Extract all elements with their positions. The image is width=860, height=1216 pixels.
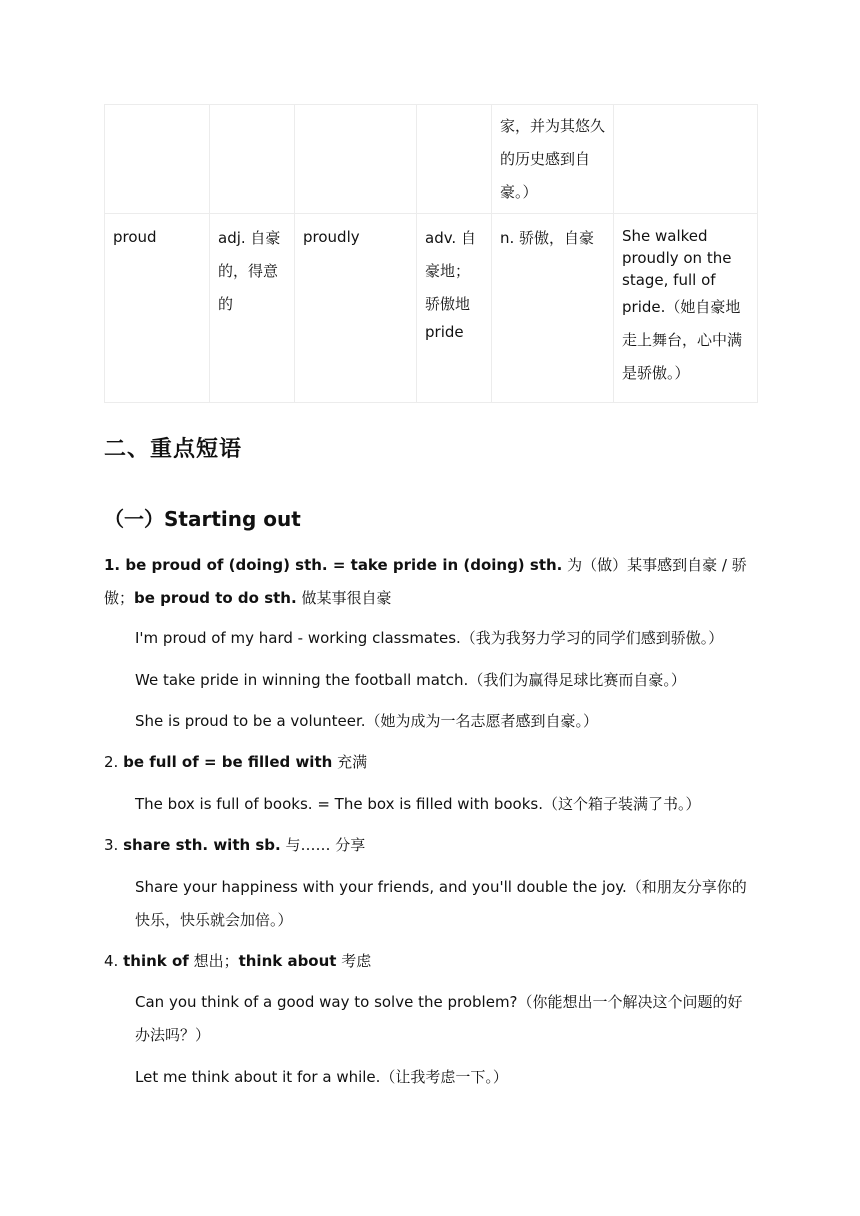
vocabulary-table bbox=[104, 104, 758, 403]
noun-pos-cell: n. 骄傲，自豪 bbox=[492, 214, 614, 403]
example-sentence: Can you think of a good way to solve the problem?（你能想出一个解决这个问题的好办法吗？） bbox=[135, 993, 743, 1044]
example-english: She walked proudly on the stage, full of bbox=[622, 227, 732, 289]
example-sentence: Let me think about it for a while.（让我考虑一下。） bbox=[135, 1068, 508, 1086]
phrase-text: think of bbox=[123, 952, 189, 970]
table-cell bbox=[417, 105, 492, 214]
example-cell bbox=[614, 214, 758, 403]
phrase-meaning: 想出； bbox=[188, 952, 239, 970]
adverb-pos-cell bbox=[417, 214, 492, 403]
word-pos-cell: adj. 自豪的，得意的 bbox=[210, 214, 295, 403]
item-number: 3. bbox=[104, 836, 124, 854]
phrase-meaning-2: 做某事很自豪 bbox=[296, 589, 392, 607]
example-sentence: I'm proud of my hard - working classmates.（我为我努力学习的同学们感到骄傲。） bbox=[135, 629, 724, 647]
example-sentence: We take pride in winning the football match.（我们为赢得足球比赛而自豪。） bbox=[135, 671, 686, 689]
phrase-text: be full of = be filled with bbox=[123, 753, 333, 771]
table-row bbox=[105, 105, 758, 214]
item-number: 4. bbox=[104, 952, 124, 970]
phrase-text-2: think about bbox=[238, 952, 337, 970]
table-cell bbox=[295, 105, 417, 214]
noun-text: pride bbox=[425, 323, 464, 341]
table-row bbox=[105, 214, 758, 403]
adverb-cell: proudly bbox=[295, 214, 417, 403]
example-sentence: The box is full of books. = The box is filled with books.（这个箱子装满了书。） bbox=[135, 795, 701, 813]
phrase-item-4 bbox=[104, 945, 754, 978]
table-cell-example-continuation: 家，并为其悠久的历史感到自豪。） bbox=[492, 105, 614, 214]
phrase-meaning: 与…… 分享 bbox=[280, 836, 366, 854]
phrase-text-2: be proud to do sth. bbox=[134, 589, 297, 607]
table-cell bbox=[210, 105, 295, 214]
phrase-text: share sth. with sb. bbox=[123, 836, 281, 854]
adverb-pos-text: adv. 自豪地；骄傲地 bbox=[425, 229, 476, 313]
word-cell: proud bbox=[105, 214, 210, 403]
example-sentence: Share your happiness with your friends, and you'll double the joy.（和朋友分享你的快乐，快乐就会加倍。） bbox=[135, 878, 747, 929]
example-sentence: She is proud to be a volunteer.（她为成为一名志愿者感到自豪。） bbox=[135, 712, 599, 730]
phrase-meaning: 充满 bbox=[332, 753, 368, 771]
phrase-text: 1. be proud of (doing) sth. = take pride in (doing) sth. bbox=[104, 556, 563, 574]
table-cell bbox=[105, 105, 210, 214]
phrase-item-2 bbox=[104, 746, 754, 779]
subsection-heading: （一）Starting out bbox=[104, 507, 301, 531]
table-cell bbox=[614, 105, 758, 214]
item-number: 2. bbox=[104, 753, 124, 771]
phrase-meaning-2: 考虑 bbox=[336, 952, 372, 970]
phrase-item-1 bbox=[104, 549, 754, 615]
section-heading: 二、重点短语 bbox=[104, 437, 243, 462]
phrase-meaning: 为（做）某事感到自豪 / 骄傲； bbox=[104, 556, 747, 607]
phrase-item-3 bbox=[104, 829, 754, 862]
example-chinese: pride.（她自豪地走上舞台，心中满是骄傲。） bbox=[622, 298, 743, 382]
